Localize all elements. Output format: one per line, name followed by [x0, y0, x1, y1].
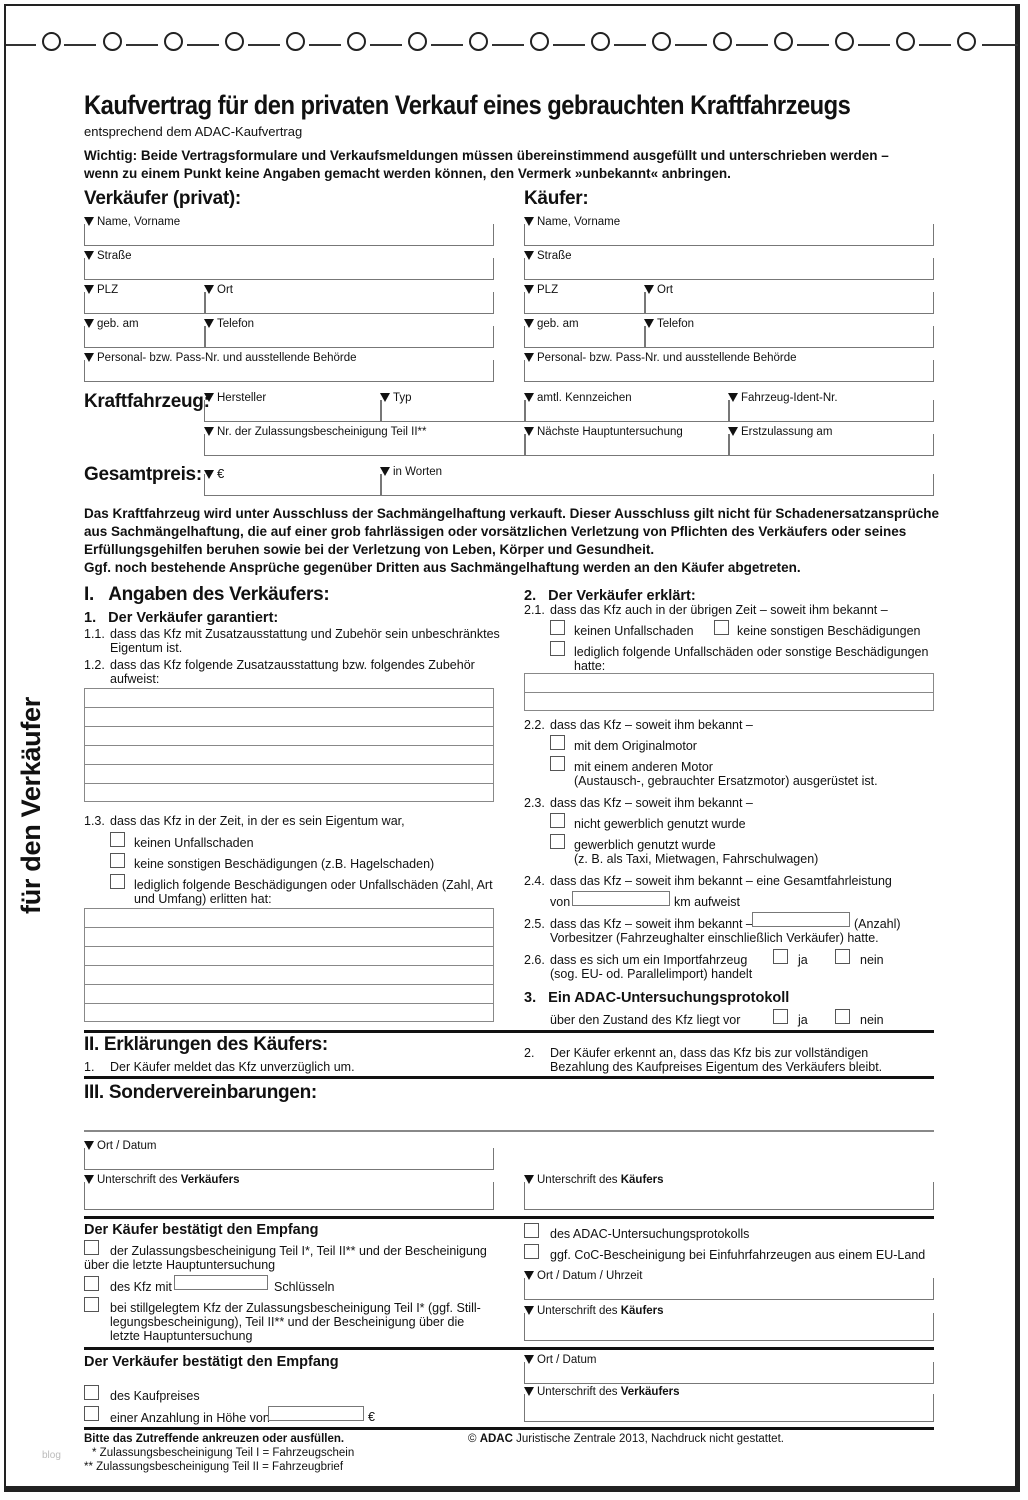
p22-number: 2.2.	[524, 718, 545, 732]
p12-text-line1: dass das Kfz folgende Zusatzausstattung bzw. folgendes Zubehör	[110, 658, 475, 672]
p12-number: 1.2.	[84, 658, 105, 672]
section-2-heading: 2. Der Verkäufer erklärt:	[524, 588, 696, 604]
special-agreements-line[interactable]	[84, 1130, 934, 1132]
section-i-heading: I. Angaben des Verkäufers:	[84, 584, 330, 605]
side-label: für den Verkäufer	[16, 697, 46, 914]
coc-label: ggf. CoC-Bescheinigung bei Einfuhrfahrzeugen aus einem EU-Land	[550, 1248, 926, 1262]
original-engine-checkbox[interactable]	[550, 735, 565, 750]
mileage-input[interactable]	[572, 891, 670, 906]
p21-damage-list-checkbox[interactable]	[550, 641, 565, 656]
purchase-price-label: des Kaufpreises	[110, 1389, 200, 1403]
punch-hole-icon	[347, 32, 366, 51]
p21-no-damage-checkbox[interactable]	[714, 620, 729, 635]
seller-born-phone-field[interactable]	[84, 326, 494, 348]
keys-label-pre: des Kfz mit	[110, 1280, 172, 1294]
copyright: © ADAC Juristische Zentrale 2013, Nachdruck nicht gestattet.	[468, 1433, 784, 1445]
important-note-line2: wenn zu einem Punkt keine Angaben gemacht werden können, den Vermerk »unbekannt« anbringen.	[84, 166, 731, 181]
contract-page	[4, 4, 1020, 1492]
buyer-plz-label: PLZ	[524, 284, 558, 296]
protocol-yes-checkbox[interactable]	[773, 1009, 788, 1024]
previous-owners-input[interactable]	[752, 912, 850, 927]
price-words-label: in Worten	[380, 466, 442, 478]
deposit-currency: €	[368, 1410, 375, 1424]
decommissioned-label-line1: bei stillgelegtem Kfz der Zulassungsbescheinigung Teil I* (ggf. Still-	[110, 1301, 481, 1315]
original-engine-label: mit dem Originalmotor	[574, 739, 697, 753]
p25-number: 2.5.	[524, 917, 545, 931]
decommissioned-label-line2: legungsbescheinigung), Teil II** und der Bescheinigung über die	[110, 1315, 465, 1329]
watermark: blog	[42, 1450, 61, 1461]
no-accident-label: keinen Unfallschaden	[134, 836, 254, 850]
purchase-price-checkbox[interactable]	[84, 1385, 99, 1400]
buyer-phone-label: Telefon	[644, 318, 694, 330]
seller-street-label: Straße	[84, 250, 132, 262]
registration-docs-checkbox[interactable]	[84, 1240, 99, 1255]
damage-list-label-line1: lediglich folgende Beschädigungen oder Unfallschäden (Zahl, Art	[134, 878, 493, 892]
damage-list-checkbox[interactable]	[110, 874, 125, 889]
keys-label-post: Schlüsseln	[274, 1280, 335, 1294]
other-engine-label-line1: mit einem anderen Motor	[574, 760, 713, 774]
p26-text-line1: dass es sich um ein Importfahrzeug	[550, 953, 748, 967]
seller-phone-label: Telefon	[204, 318, 254, 330]
seller-street-field[interactable]	[84, 258, 494, 280]
vehicle-next-hu-label: Nächste Hauptuntersuchung	[524, 426, 683, 438]
buyer-receipt-signature-label: Unterschrift des Käufers	[524, 1305, 664, 1317]
registration-docs-label-line2: über die letzte Hauptuntersuchung	[84, 1258, 276, 1272]
commercial-label-line1: gewerblich genutzt wurde	[574, 838, 716, 852]
page-subtitle: entsprechend dem ADAC-Kaufvertrag	[84, 124, 303, 139]
buyer-receipt-signature-field[interactable]	[524, 1313, 934, 1341]
seller-name-label: Name, Vorname	[84, 216, 180, 228]
section-ii-heading: II. Erklärungen des Käufers:	[84, 1034, 328, 1055]
p21-no-accident-label: keinen Unfallschaden	[574, 624, 694, 638]
p22-text: dass das Kfz – soweit ihm bekannt –	[550, 718, 753, 732]
p23-text: dass das Kfz – soweit ihm bekannt –	[550, 796, 753, 810]
punch-hole-icon	[42, 32, 61, 51]
buyer-born-label: geb. am	[524, 318, 579, 330]
buyer-heading: Käufer:	[524, 188, 589, 209]
punch-hole-icon	[164, 32, 183, 51]
section-3-heading: 3. Ein ADAC-Untersuchungsprotokoll	[524, 990, 790, 1006]
seller-signature-label: Unterschrift des Verkäufers	[84, 1174, 240, 1186]
p24-number: 2.4.	[524, 874, 545, 888]
buyer-plz-ort-field[interactable]	[524, 292, 934, 314]
punch-hole-icon	[286, 32, 305, 51]
p25-text-line2: Vorbesitzer (Fahrzeughalter einschließlich Verkäufer) hatte.	[550, 931, 879, 945]
vehicle-regno-label: Nr. der Zulassungsbescheinigung Teil II**	[204, 426, 426, 438]
keys-count-input[interactable]	[174, 1275, 268, 1290]
disclaimer-line2: aus Sachmängelhaftung, die auf einer grob fahrlässigen oder vorsätzlichen Verletzung von Pflichten des Verkäufers oder seines	[84, 524, 907, 539]
protocol-received-checkbox[interactable]	[524, 1223, 539, 1238]
seller-signature-field[interactable]	[84, 1182, 494, 1210]
coc-checkbox[interactable]	[524, 1244, 539, 1259]
divider	[84, 1347, 934, 1350]
buyer-place-date-time-label: Ort / Datum / Uhrzeit	[524, 1270, 642, 1282]
page-title: Kaufvertrag für den privaten Verkauf eines gebrauchten Kraftfahrzeugs	[84, 90, 851, 120]
protocol-no-checkbox[interactable]	[835, 1009, 850, 1024]
deposit-checkbox[interactable]	[84, 1406, 99, 1421]
punch-hole-icon	[103, 32, 122, 51]
decommissioned-label-line3: letzte Hauptuntersuchung	[110, 1329, 253, 1343]
registration-docs-label-line1: der Zulassungsbescheinigung Teil I*, Teil II** und der Bescheinigung	[110, 1244, 487, 1258]
import-no-label: nein	[860, 953, 884, 967]
divider	[84, 1076, 934, 1079]
seller-receipt-signature-label: Unterschrift des Verkäufers	[524, 1386, 680, 1398]
section-i-sub1: 1. Der Verkäufer garantiert:	[84, 610, 279, 626]
import-no-checkbox[interactable]	[835, 949, 850, 964]
vehicle-row2-field[interactable]	[204, 434, 934, 456]
punch-hole-icon	[469, 32, 488, 51]
punch-hole-icon	[835, 32, 854, 51]
punch-hole-icon	[530, 32, 549, 51]
deposit-label: einer Anzahlung in Höhe von	[110, 1411, 270, 1425]
p25-text-line1: dass das Kfz – soweit ihm bekannt –	[550, 917, 753, 931]
section-iii-heading: III. Sondervereinbarungen:	[84, 1082, 317, 1103]
buyer-id-field[interactable]	[524, 360, 934, 382]
buyer-id-label: Personal- bzw. Pass-Nr. und ausstellende Behörde	[524, 352, 797, 364]
p13-number: 1.3.	[84, 814, 105, 828]
footnote-2: ** Zulassungsbescheinigung Teil II = Fahrzeugbrief	[84, 1461, 344, 1473]
p21-no-accident-checkbox[interactable]	[550, 620, 565, 635]
other-engine-label-line2: (Austausch-, gebrauchter Ersatzmotor) ausgerüstet ist.	[574, 774, 878, 788]
price-currency-label: €	[204, 466, 224, 481]
disclaimer-line3: Erfüllungsgehilfen beruhen sowie bei der Verletzung von Leben, Körper und Gesundheit.	[84, 542, 655, 557]
protocol-received-label: des ADAC-Untersuchungsprotokolls	[550, 1227, 750, 1241]
seller-ort-label: Ort	[204, 284, 233, 296]
not-commercial-checkbox[interactable]	[550, 813, 565, 828]
p21-no-damage-label: keine sonstigen Beschädigungen	[737, 624, 921, 638]
section-ii-p2-text-line1: Der Käufer erkennt an, dass das Kfz bis zur vollständigen	[550, 1046, 869, 1060]
footer-note: Bitte das Zutreffende ankreuzen oder ausfüllen.	[84, 1433, 345, 1445]
divider	[84, 1427, 934, 1430]
punch-hole-icon	[774, 32, 793, 51]
vehicle-row1-field[interactable]	[204, 400, 934, 422]
p26-number: 2.6.	[524, 953, 545, 967]
p11-text-line1: dass das Kfz mit Zusatzausstattung und Zubehör sein unbeschränktes	[110, 627, 500, 641]
seller-confirms-heading: Der Verkäufer bestätigt den Empfang	[84, 1354, 339, 1370]
divider	[84, 1216, 934, 1219]
punch-hole-icon	[652, 32, 671, 51]
deposit-amount-input[interactable]	[268, 1406, 364, 1421]
buyer-street-label: Straße	[524, 250, 572, 262]
section-ii-p1-number: 1.	[84, 1060, 95, 1074]
commercial-checkbox[interactable]	[550, 834, 565, 849]
commercial-label-line2: (z. B. als Taxi, Mietwagen, Fahrschulwagen)	[574, 852, 819, 866]
seller-heading: Verkäufer (privat):	[84, 188, 241, 209]
seller-place-date-field[interactable]	[524, 1362, 934, 1384]
protocol-text: über den Zustand des Kfz liegt vor	[550, 1013, 741, 1027]
divider	[84, 1030, 934, 1033]
buyer-signature-label: Unterschrift des Käufers	[524, 1174, 664, 1186]
vehicle-plate-label: amtl. Kennzeichen	[524, 392, 632, 404]
punch-hole-icon	[225, 32, 244, 51]
buyer-street-field[interactable]	[524, 258, 934, 280]
section-ii-p1-text: Der Käufer meldet das Kfz unverzüglich um.	[110, 1060, 355, 1074]
seller-plz-label: PLZ	[84, 284, 118, 296]
mileage-von-label: von	[550, 895, 571, 909]
p21-damage-list-label-line1: lediglich folgende Unfallschäden oder sonstige Beschädigungen	[574, 645, 929, 659]
keys-checkbox[interactable]	[84, 1276, 99, 1291]
punch-holes	[6, 28, 1022, 58]
seller-name-field[interactable]	[84, 224, 494, 246]
place-date-field[interactable]	[84, 1148, 494, 1170]
buyer-born-phone-field[interactable]	[524, 326, 934, 348]
p11-text-line2: Eigentum ist.	[110, 641, 183, 655]
no-damage-checkbox[interactable]	[110, 853, 125, 868]
section-ii-p2-number: 2.	[524, 1046, 535, 1060]
import-yes-label: ja	[798, 953, 808, 967]
no-accident-checkbox[interactable]	[110, 832, 125, 847]
seller-receipt-signature-field[interactable]	[524, 1394, 934, 1422]
seller-place-date-label: Ort / Datum	[524, 1354, 596, 1366]
important-note-line1: Wichtig: Beide Vertragsformulare und Verkaufsmeldungen müssen übereinstimmend ausgefüllt und unterschrieben werden –	[84, 148, 889, 163]
buyer-name-field[interactable]	[524, 224, 934, 246]
other-engine-checkbox[interactable]	[550, 756, 565, 771]
punch-hole-icon	[591, 32, 610, 51]
price-field[interactable]	[204, 474, 934, 496]
vehicle-vin-label: Fahrzeug-Ident-Nr.	[728, 392, 838, 404]
disclaimer-line4: Ggf. noch bestehende Ansprüche gegenüber Dritten aus Sachmängelhaftung werden an den Käufer abgetreten.	[84, 560, 801, 575]
seller-id-label: Personal- bzw. Pass-Nr. und ausstellende Behörde	[84, 352, 357, 364]
punch-hole-icon	[957, 32, 976, 51]
no-damage-label: keine sonstigen Beschädigungen (z.B. Hagelschaden)	[134, 857, 435, 871]
p11-number: 1.1.	[84, 627, 105, 641]
vehicle-heading: Kraftfahrzeug:	[84, 391, 210, 412]
seller-born-label: geb. am	[84, 318, 139, 330]
seller-id-field[interactable]	[84, 360, 494, 382]
punch-hole-icon	[713, 32, 732, 51]
buyer-confirms-heading: Der Käufer bestätigt den Empfang	[84, 1222, 319, 1238]
punch-hole-icon	[408, 32, 427, 51]
price-heading: Gesamtpreis:	[84, 464, 202, 485]
previous-owners-count-label: (Anzahl)	[854, 917, 901, 931]
seller-plz-ort-field[interactable]	[84, 292, 494, 314]
mileage-km-label: km aufweist	[674, 895, 740, 909]
footnote-1: * Zulassungsbescheinigung Teil I = Fahrzeugschein	[92, 1447, 355, 1459]
decommissioned-checkbox[interactable]	[84, 1297, 99, 1312]
vehicle-first-reg-label: Erstzulassung am	[728, 426, 832, 438]
place-date-label: Ort / Datum	[84, 1140, 156, 1152]
p12-text-line2: aufweist:	[110, 672, 160, 686]
p26-text-line2: (sog. EU- od. Parallelimport) handelt	[550, 967, 753, 981]
p21-number: 2.1.	[524, 603, 545, 617]
p21-text: dass das Kfz auch in der übrigen Zeit – soweit ihm bekannt –	[550, 603, 888, 617]
p23-number: 2.3.	[524, 796, 545, 810]
not-commercial-label: nicht gewerblich genutzt wurde	[574, 817, 746, 831]
vehicle-maker-label: Hersteller	[204, 392, 266, 404]
punch-hole-icon	[896, 32, 915, 51]
buyer-ort-label: Ort	[644, 284, 673, 296]
import-yes-checkbox[interactable]	[773, 949, 788, 964]
buyer-signature-field[interactable]	[524, 1182, 934, 1210]
damage-list-label-line2: und Umfang) erlitten hat:	[134, 892, 272, 906]
vehicle-type-label: Typ	[380, 392, 412, 404]
disclaimer-line1: Das Kraftfahrzeug wird unter Ausschluss der Sachmängelhaftung verkauft. Dieser Ausschluss gilt nicht für Schadenersatzansprüche	[84, 506, 939, 521]
protocol-no-label: nein	[860, 1013, 884, 1027]
p21-damage-list-label-line2: hatte:	[574, 659, 606, 673]
protocol-yes-label: ja	[798, 1013, 808, 1027]
buyer-place-date-time-field[interactable]	[524, 1278, 934, 1300]
buyer-name-label: Name, Vorname	[524, 216, 620, 228]
section-ii-p2-text-line2: Bezahlung des Kaufpreises Eigentum des Verkäufers bleibt.	[550, 1060, 883, 1074]
p13-text: dass das Kfz in der Zeit, in der es sein Eigentum war,	[110, 814, 405, 828]
p24-text: dass das Kfz – soweit ihm bekannt – eine Gesamtfahrleistung	[550, 874, 892, 888]
